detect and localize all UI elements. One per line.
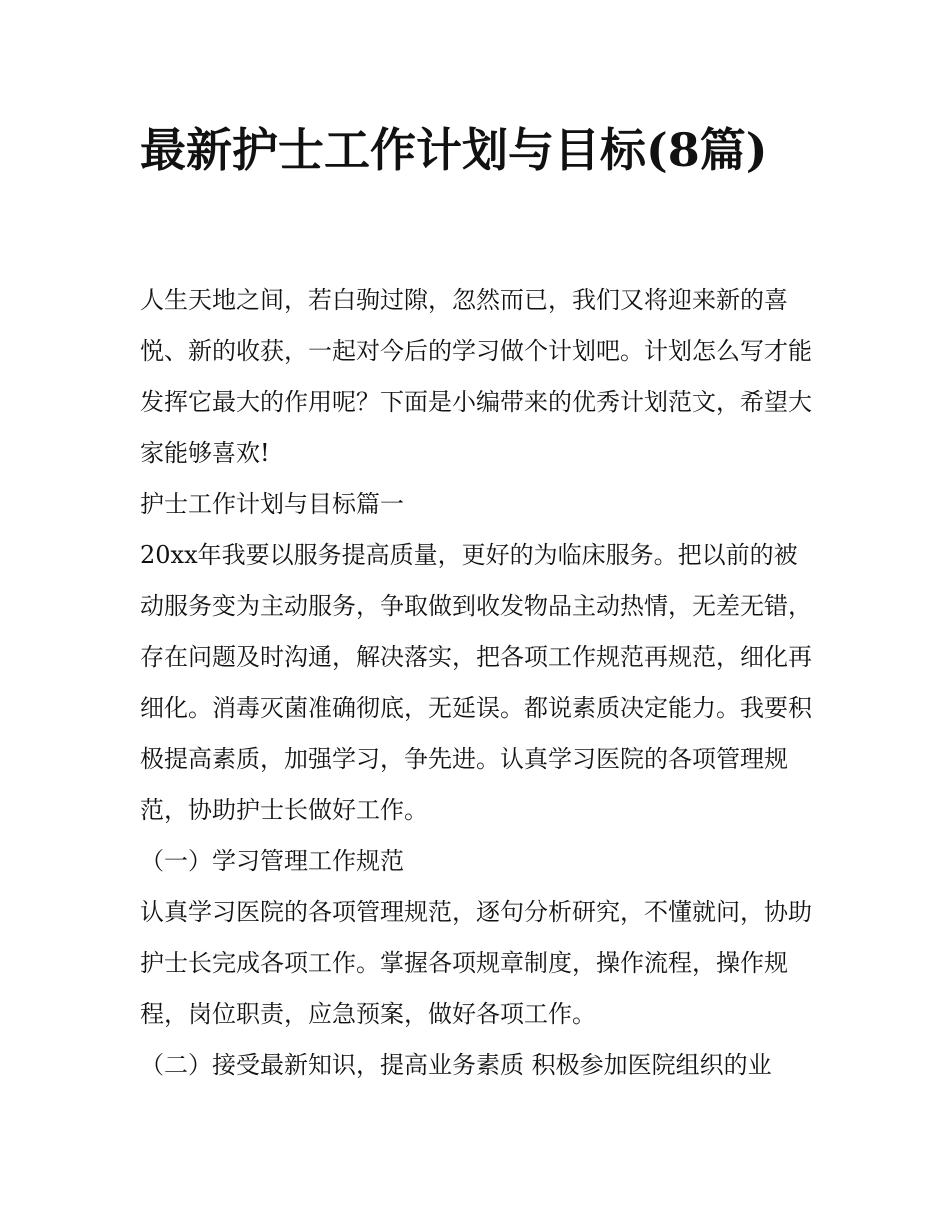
- document-title: 最新护士工作计划与目标(8篇): [140, 123, 768, 177]
- intro-paragraph: 人生天地之间，若白驹过隙，忽然而已，我们又将迎来新的喜悦、新的收获，一起对今后的学习做个计划吧。计划怎么写才能发挥它最大的作用呢？下面是小编带来的优秀计划范文，希望大家能够喜欢!: [140, 286, 812, 467]
- section-heading: 护士工作计划与目标篇一: [140, 490, 404, 518]
- body-paragraph-1: 20xx年我要以服务提高质量，更好的为临床服务。把以前的被动服务变为主动服务，争取做到收发物品主动热情，无差无错，存在问题及时沟通，解决落实，把各项工作规范再规范，细化再细化。消毒灭菌准确彻底，无延误。都说素质决定能力。我要积极提高素质，加强学习，争先进。认真学习医院的各项管理规范，协助护士长做好工作。: [140, 541, 812, 824]
- body-paragraph-2: 认真学习医院的各项管理规范，逐句分析研究，不懂就问，协助护士长完成各项工作。掌握各项规章制度，操作流程，操作规程，岗位职责，应急预案，做好各项工作。: [140, 898, 812, 1028]
- subheading-2: （二）接受最新知识，提高业务素质 积极参加医院组织的业: [140, 1051, 772, 1079]
- subheading-1: （一）学习管理工作规范: [140, 847, 404, 875]
